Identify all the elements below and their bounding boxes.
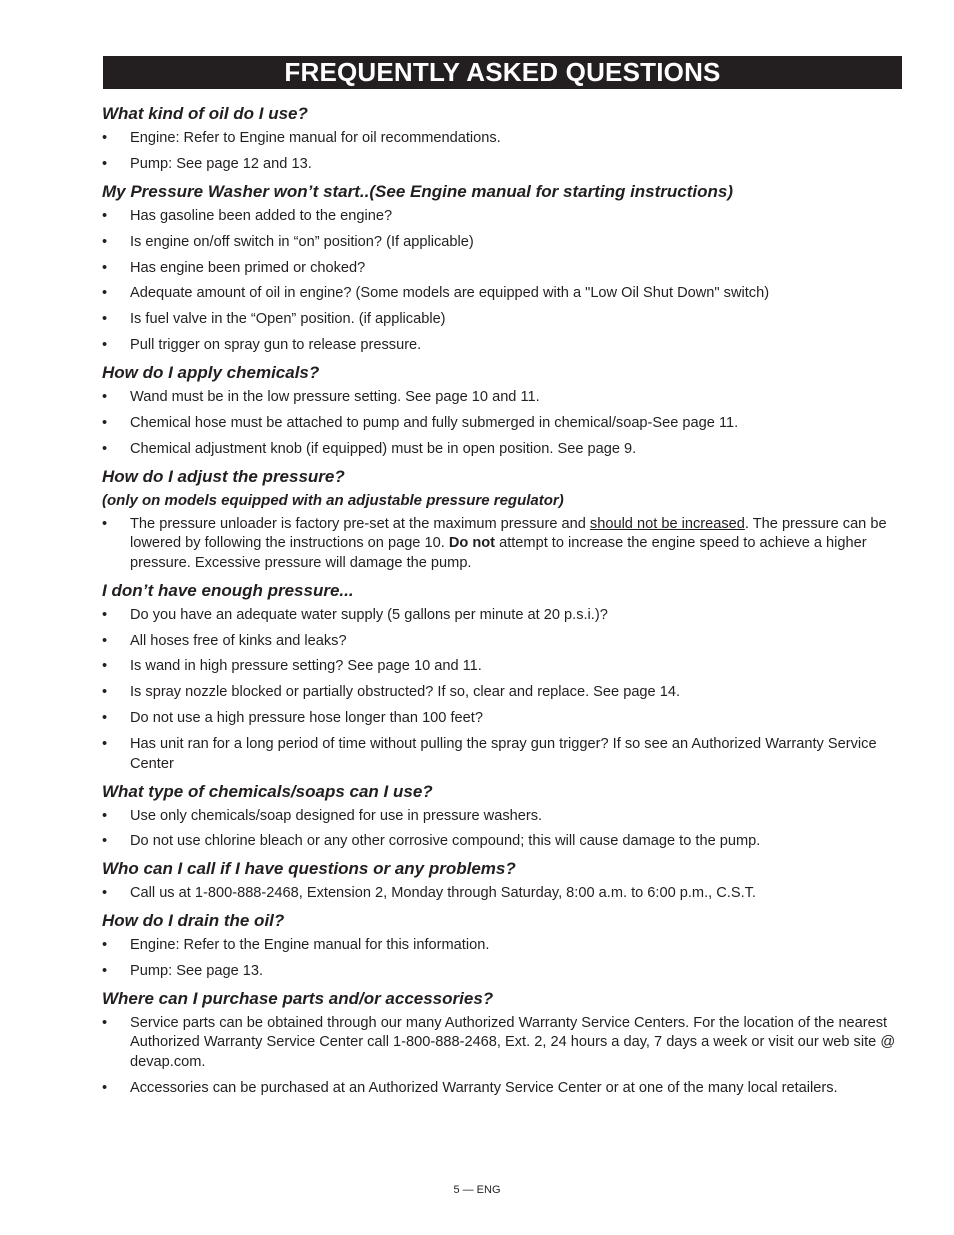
page-footer: 5 — ENG — [453, 1184, 501, 1196]
faq-answer-list — [102, 606, 902, 774]
bold-warning: Do not — [448, 535, 496, 552]
faq-answer-text: Do not use a high pressure hose longer than 100 feet? — [130, 710, 483, 727]
faq-answer-text: Pull trigger on spray gun to release pressure. — [130, 337, 422, 354]
faq-question: Where can I purchase parts and/or accessories? — [102, 988, 494, 1008]
faq-answer-item — [102, 884, 902, 904]
faq-answer-item — [102, 259, 902, 279]
faq-question: What kind of oil do I use? — [102, 104, 308, 123]
faq-question-note: (only on models equipped with an adjustable pressure regulator) — [102, 491, 564, 509]
faq-section — [102, 858, 902, 904]
bullet-icon: • — [102, 515, 108, 532]
faq-section — [102, 362, 902, 459]
bullet-icon: • — [102, 736, 108, 753]
faq-answer-text: Pump: See page 12 and 13. — [130, 155, 312, 172]
faq-answer-item — [102, 962, 902, 982]
faq-section — [102, 181, 902, 356]
bullet-icon: • — [102, 684, 108, 701]
faq-answer-list — [102, 1014, 902, 1098]
faq-answer-text: Has gasoline been added to the engine? — [130, 207, 393, 224]
page-title: FREQUENTLY ASKED QUESTIONS — [284, 57, 721, 87]
bullet-icon: • — [102, 1079, 108, 1096]
faq-answer-list — [102, 884, 902, 904]
bullet-icon: • — [102, 259, 108, 276]
faq-question: How do I drain the oil? — [102, 911, 285, 931]
faq-question: I don’t have enough pressure... — [102, 580, 354, 600]
bullet-icon: • — [102, 833, 108, 850]
faq-answer-text: Do not use chlorine bleach or any other corrosive compound; this will cause damage to the pump. — [130, 833, 761, 850]
faq-answer-text: Wand must be in the low pressure setting. See page 10 and 11. — [130, 389, 540, 406]
faq-answer-list — [102, 515, 902, 574]
faq-answer-item — [102, 832, 902, 852]
faq-answer-item — [102, 709, 902, 729]
bullet-icon: • — [102, 207, 108, 224]
bullet-icon: • — [102, 807, 108, 824]
underlined-warning: should not be increased — [589, 515, 745, 532]
bullet-icon: • — [102, 632, 108, 649]
bullet-icon: • — [102, 233, 108, 250]
bullet-icon: • — [102, 885, 108, 902]
bullet-icon: • — [102, 1014, 108, 1031]
faq-section — [102, 988, 902, 1098]
faq-answer-text: Chemical hose must be attached to pump and fully submerged in chemical/soap-See page 11. — [130, 415, 739, 432]
faq-answer-list — [102, 207, 902, 356]
faq-content — [102, 103, 902, 1105]
bullet-icon: • — [102, 130, 108, 146]
bullet-icon: • — [102, 311, 108, 328]
bullet-icon: • — [102, 415, 108, 432]
faq-question: What type of chemicals/soaps can I use? — [102, 781, 433, 801]
page-title-bar — [103, 56, 902, 89]
faq-answer-text: Use only chemicals/soap designed for use in pressure washers. — [130, 807, 543, 824]
faq-answer-text: Is engine on/off switch in “on” position? (If applicable) — [130, 233, 474, 250]
faq-answer-text: Adequate amount of oil in engine? (Some models are equipped with a "Low Oil Shut Down" switch) — [130, 285, 770, 302]
faq-answer-list — [102, 807, 902, 852]
faq-answer-list — [102, 129, 902, 174]
faq-answer-item — [102, 129, 902, 149]
faq-answer-text: Engine: Refer to Engine manual for oil recommendations. — [130, 130, 501, 146]
faq-answer-item — [102, 683, 902, 703]
bullet-icon: • — [102, 658, 108, 675]
faq-answer-text: Do you have an adequate water supply (5 gallons per minute at 20 p.s.i.)? — [130, 606, 608, 623]
faq-answer-item — [102, 807, 902, 827]
bullet-icon: • — [102, 963, 108, 980]
faq-answer-item — [102, 388, 902, 408]
faq-answer-item — [102, 1014, 902, 1073]
faq-answer-item — [102, 155, 902, 175]
text-part: The pressure unloader is factory pre-set at the maximum pressure and — [130, 515, 590, 532]
bullet-icon: • — [102, 155, 108, 172]
bullet-icon: • — [102, 440, 108, 457]
faq-answer-item — [102, 233, 902, 253]
faq-answer-item — [102, 632, 902, 652]
faq-question: My Pressure Washer won’t start..(See Engine manual for starting instructions) — [102, 181, 734, 201]
bullet-icon: • — [102, 337, 108, 354]
text-part: attempt to increase the engine speed to achieve a higher pressure. Excessive pressure will damage the pump. — [130, 535, 867, 571]
text-part: . The pressure can be lowered by following the instructions on page 10. — [130, 515, 887, 552]
faq-answer-text: Is wand in high pressure setting? See page 10 and 11. — [130, 658, 482, 675]
faq-section — [102, 103, 902, 174]
faq-answer-item — [102, 936, 902, 956]
faq-answer-item — [102, 414, 902, 434]
faq-answer-item — [102, 284, 902, 304]
faq-answer-text: Is fuel valve in the “Open” position. (if applicable) — [130, 311, 446, 328]
faq-answer-text: Chemical adjustment knob (if equipped) must be in open position. See page 9. — [130, 440, 637, 457]
faq-answer-text: Call us at 1-800-888-2468, Extension 2, Monday through Saturday, 8:00 a.m. to 6:00 p.m., C.S.T. — [130, 885, 756, 902]
faq-question: How do I adjust the pressure? — [102, 466, 345, 486]
faq-answer-text: All hoses free of kinks and leaks? — [130, 632, 347, 649]
faq-answer-item — [102, 310, 902, 330]
faq-answer-text: Accessories can be purchased at an Authorized Warranty Service Center or at one of the many local retailers. — [130, 1079, 838, 1096]
faq-question: How do I apply chemicals? — [102, 363, 320, 383]
faq-answer-text: Service parts can be obtained through our many Authorized Warranty Service Centers. For the location of the nearest Authorized Warranty Service Center call 1-800-888-2468, Ext. 2, 24 hours a day, 7 days a week or visit our web site @ devap.com. — [130, 1014, 896, 1070]
faq-answer-list — [102, 936, 902, 981]
bullet-icon: • — [102, 606, 108, 623]
faq-answer-item — [102, 515, 902, 574]
faq-answer-item — [102, 336, 902, 356]
faq-answer-text: Engine: Refer to the Engine manual for this information. — [130, 937, 490, 954]
faq-section — [102, 466, 902, 574]
faq-answer-text: Has engine been primed or choked? — [130, 259, 366, 276]
faq-answer-text: Pump: See page 13. — [130, 963, 264, 980]
bullet-icon: • — [102, 937, 108, 954]
bullet-icon: • — [102, 285, 108, 302]
faq-answer-item — [102, 735, 902, 774]
faq-answer-item — [102, 606, 902, 626]
faq-answer-text: Has unit ran for a long period of time without pulling the spray gun trigger? If so see an Authorized Warranty Service Center — [130, 736, 877, 772]
faq-question: Who can I call if I have questions or any problems? — [102, 859, 516, 879]
bullet-icon: • — [102, 389, 108, 406]
faq-answer-item — [102, 657, 902, 677]
faq-answer-list — [102, 388, 902, 459]
faq-answer-item — [102, 207, 902, 227]
faq-section — [102, 910, 902, 981]
faq-answer-item — [102, 1079, 902, 1099]
faq-section — [102, 781, 902, 852]
faq-answer-item — [102, 440, 902, 460]
faq-section — [102, 580, 902, 774]
faq-answer-text: Is spray nozzle blocked or partially obstructed? If so, clear and replace. See page 14. — [130, 684, 681, 701]
bullet-icon: • — [102, 710, 108, 727]
